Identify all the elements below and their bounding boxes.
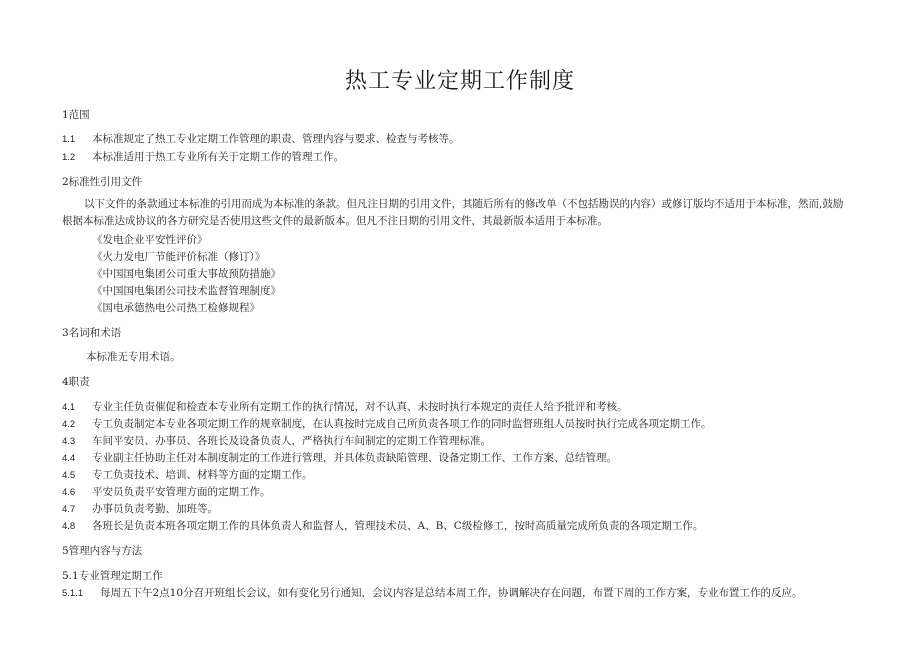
clause-number: 4.7: [62, 504, 76, 515]
section-1-heading: 1范围: [62, 109, 90, 121]
clause-1-1: [62, 132, 460, 147]
clause-number: 4.1: [62, 402, 76, 413]
clause-text: 本标准规定了热工专业定期工作管理的职责、管理内容与要求、检查与考核等。: [92, 133, 460, 145]
section-2-paragraph: 以下文件的条款通过本标准的引用而成为本标准的条款。但凡注日期的引用文件，其随后所有的修改单（不包括勘误的内容）或修订版均不适用于本标准，然而,鼓励根据本标准达成协议的各方研究是否使用这些文件的最新版本。但凡不注日期的引用文件，其最新版本适用于本标准。: [62, 198, 844, 227]
clause-number: 4.8: [62, 521, 76, 532]
clause-text: 每周五下午2点10分召开班组长会议，如有变化另行通知，会议内容是总结本周工作，协调解决存在问题，布置下周的工作方案，专业布置工作的反应。: [100, 587, 803, 599]
clause-number: 4.5: [62, 470, 76, 481]
clause-number: 4.3: [62, 436, 76, 447]
clause-text: 平安员负责平安管理方面的定期工作。: [92, 486, 271, 498]
subsection-5-1-heading: 5.1专业管理定期工作: [62, 570, 163, 582]
section-4-heading: 4职责: [62, 376, 90, 388]
section-5-heading: 5管理内容与方法: [62, 545, 143, 557]
clause-5-1-1: [62, 586, 803, 601]
page-title: 热工专业定期工作制度: [344, 69, 575, 94]
clause-text: 专工负责技术、培训、材料等方面的定期工作。: [92, 469, 313, 481]
clause-number: 1.2: [62, 152, 76, 163]
clause-4-5: [62, 468, 313, 483]
reference-item: 《国电承德热电公司热工检修规程》: [92, 302, 260, 314]
clause-number: 5.1.1: [62, 588, 84, 599]
clause-number: 4.6: [62, 487, 76, 498]
clause-4-2: [62, 417, 712, 432]
clause-text: 专业主任负责催促和检查本专业所有定期工作的执行情况，对不认真、未按时执行本规定的责任人给予批评和考核。: [92, 401, 628, 413]
clause-4-8: [62, 519, 703, 534]
clause-4-6: [62, 485, 271, 500]
clause-4-4: [62, 451, 617, 466]
reference-item: 《中国国电集团公司技术监督管理制度》: [92, 285, 281, 297]
section-3-heading: 3名词和术语: [62, 327, 122, 339]
clause-4-1: [62, 400, 628, 415]
clause-text: 本标准适用于热工专业所有关于定期工作的管理工作。: [92, 151, 344, 163]
clause-text: 车间平安员、办事员、各班长及设备负责人，严格执行车间制定的定期工作管理标准。: [92, 435, 491, 447]
reference-item: 《发电企业平安性评价》: [92, 234, 208, 246]
clause-number: 1.1: [62, 134, 76, 145]
clause-4-3: [62, 434, 491, 449]
section-2-heading: 2标准性引用文件: [62, 176, 143, 188]
reference-item: 《中国国电集团公司重大事故预防措施》: [92, 268, 281, 280]
clause-1-2: [62, 150, 344, 165]
reference-item: 《火力发电厂节能评价标准（修订）》: [92, 251, 266, 263]
section-3-paragraph: 本标准无专用术语。: [86, 351, 181, 363]
clause-number: 4.4: [62, 453, 76, 464]
clause-text: 办事员负责考勤、加班等。: [92, 503, 218, 515]
clause-text: 各班长是负责本班各项定期工作的具体负责人和监督人，管理技术员、A、B、C级检修工，按时高质量完成所负责的各项定期工作。: [92, 520, 704, 532]
clause-4-7: [62, 502, 218, 517]
clause-number: 4.2: [62, 419, 76, 430]
clause-text: 专工负责制定本专业各项定期工作的规章制度，在认真按时完成自己所负责各项工作的同时监督班组人员按时执行完成各项定期工作。: [92, 418, 712, 430]
clause-text: 专业副主任协助主任对本制度制定的工作进行管理，并具体负责缺陷管理、设备定期工作、工作方案、总结管理。: [92, 452, 617, 464]
